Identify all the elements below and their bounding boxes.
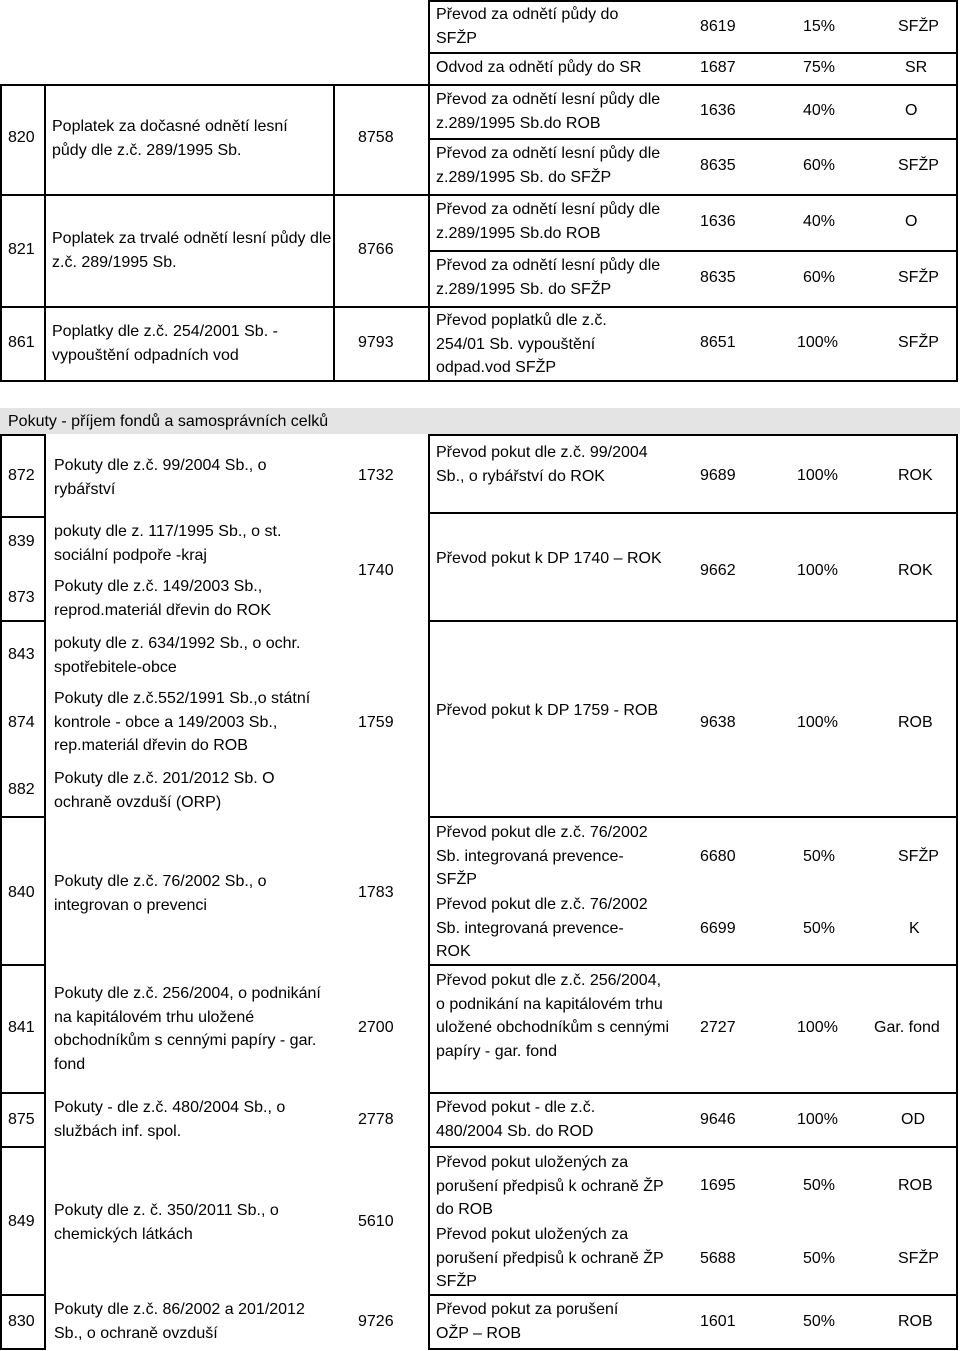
ucet-820-a: 1636 xyxy=(700,102,736,119)
prevod-849-b: Převod pokut uložených za porušení předpisů k ochraně ŽP SFŽP xyxy=(436,1226,664,1290)
odvod-label: Odvod za odnětí půdy do SR xyxy=(436,59,642,76)
prijemce-872: ROK xyxy=(898,467,933,484)
polozka-840: 840 xyxy=(8,884,35,901)
zdroj-820: 8758 xyxy=(358,129,394,146)
polozka-843: 843 xyxy=(8,646,35,663)
prevod-861: Převod poplatků dle z.č. 254/01 Sb. vypouštění odpad.vod SFŽP xyxy=(436,312,607,376)
nazev-821: Poplatek za trvalé odnětí lesní půdy dle z.č. 289/1995 Sb. xyxy=(52,230,332,271)
podil-841: 100% xyxy=(797,1019,838,1036)
podil-849-b: 50% xyxy=(803,1250,836,1267)
ucet-821-b: 8635 xyxy=(700,269,736,286)
podil-840-a: 50% xyxy=(803,848,836,865)
ucet-1759: 9638 xyxy=(700,714,736,731)
zdroj-821: 8766 xyxy=(358,241,394,258)
polozka-820: 820 xyxy=(8,129,35,146)
prevod-840-b: Převod pokut dle z.č. 76/2002 Sb. integrovaná prevence-ROK xyxy=(436,896,648,960)
ucet-875: 9646 xyxy=(700,1111,736,1128)
prevod-820-b: Převod za odnětí lesní půdy dle z.289/1995 Sb. do SFŽP xyxy=(436,145,661,186)
ucet-820-b: 8635 xyxy=(700,157,736,174)
zdroj-872: 1732 xyxy=(358,467,394,484)
polozka-830: 830 xyxy=(8,1313,35,1330)
odvod-prijemce: SR xyxy=(905,59,928,76)
polozka-839: 839 xyxy=(8,533,35,550)
zdroj-849: 5610 xyxy=(358,1213,394,1230)
ucet-830: 1601 xyxy=(700,1313,736,1330)
nazev-849: Pokuty dle z. č. 350/2011 Sb., o chemických látkách xyxy=(54,1202,279,1243)
nazev-861: Poplatky dle z.č. 254/2001 Sb. - vypouštění odpadních vod xyxy=(52,323,278,364)
ucet-872: 9689 xyxy=(700,467,736,484)
nazev-839: pokuty dle z. 117/1995 Sb., o st. sociální podpoře -kraj xyxy=(54,523,282,564)
prijemce-841: Gar. fond xyxy=(874,1019,940,1036)
nazev-875: Pokuty - dle z.č. 480/2004 Sb., o službách inf. spol. xyxy=(54,1099,286,1140)
podil-872: 100% xyxy=(797,467,838,484)
nazev-840: Pokuty dle z.č. 76/2002 Sb., o integrovan o prevenci xyxy=(54,873,267,914)
polozka-861: 861 xyxy=(8,334,35,351)
zdroj-841: 2700 xyxy=(358,1019,394,1036)
zdroj-861: 9793 xyxy=(358,334,394,351)
podil-830: 50% xyxy=(803,1313,836,1330)
zdroj-1740: 1740 xyxy=(358,562,394,579)
prijemce-821-b: SFŽP xyxy=(898,269,939,286)
prijemce-1740: ROK xyxy=(898,562,933,579)
prevod-830: Převod pokut za porušení OŽP – ROB xyxy=(436,1301,619,1342)
nazev-843: pokuty dle z. 634/1992 Sb., o ochr. spotřebitele-obce xyxy=(54,635,301,676)
ucet-1740: 9662 xyxy=(700,562,736,579)
ucet-821-a: 1636 xyxy=(700,213,736,230)
prijemce-1759: ROB xyxy=(898,714,933,731)
prijemce-849-b: SFŽP xyxy=(898,1250,939,1267)
ucet-849-a: 1695 xyxy=(700,1177,736,1194)
zdroj-830: 9726 xyxy=(358,1313,394,1330)
podil-1759: 100% xyxy=(797,714,838,731)
ucet-841: 2727 xyxy=(700,1019,736,1036)
prevod-1740: Převod pokut k DP 1740 – ROK xyxy=(436,550,662,567)
podil-840-b: 50% xyxy=(803,920,836,937)
prevod-840-a: Převod pokut dle z.č. 76/2002 Sb. integrovaná prevence-SFŽP xyxy=(436,824,648,888)
prevod-1759: Převod pokut k DP 1759 - ROB xyxy=(436,702,659,719)
prevod-pudy-label: Převod za odnětí půdy do SFŽP xyxy=(436,6,619,47)
nazev-820: Poplatek za dočasné odnětí lesní půdy dle z.č. 289/1995 Sb. xyxy=(52,118,288,159)
prijemce-820-b: SFŽP xyxy=(898,157,939,174)
ucet-849-b: 5688 xyxy=(700,1250,736,1267)
ucet-840-a: 6680 xyxy=(700,848,736,865)
prevod-820-a: Převod za odnětí lesní půdy dle z.289/1995 Sb.do ROB xyxy=(436,91,661,132)
zdroj-840: 1783 xyxy=(358,884,394,901)
podil-875: 100% xyxy=(797,1111,838,1128)
prijemce-830: ROB xyxy=(898,1313,933,1330)
podil-821-b: 60% xyxy=(803,269,836,286)
prevod-pudy-podil: 15% xyxy=(803,18,836,35)
prevod-872: Převod pokut dle z.č. 99/2004 Sb., o rybářství do ROK xyxy=(436,444,648,485)
nazev-874: Pokuty dle z.č.552/1991 Sb.,o státní kontrole - obce a 149/2003 Sb., rep.materiál dřevin do ROB xyxy=(54,690,311,754)
podil-1740: 100% xyxy=(797,562,838,579)
odvod-ucet: 1687 xyxy=(700,59,736,76)
nazev-882: Pokuty dle z.č. 201/2012 Sb. O ochraně ovzduší (ORP) xyxy=(54,770,275,811)
polozka-821: 821 xyxy=(8,241,35,258)
ucet-861: 8651 xyxy=(700,334,736,351)
prevod-875: Převod pokut - dle z.č. 480/2004 Sb. do ROD xyxy=(436,1099,596,1140)
nazev-841: Pokuty dle z.č. 256/2004, o podnikání na kapitálovém trhu uložené obchodníkům s cennými papíry - gar. fond xyxy=(54,985,321,1073)
nazev-830: Pokuty dle z.č. 86/2002 a 201/2012 Sb., o ochraně ovzduší xyxy=(54,1301,305,1342)
prijemce-861: SFŽP xyxy=(898,334,939,351)
podil-820-b: 60% xyxy=(803,157,836,174)
prijemce-849-a: ROB xyxy=(898,1177,933,1194)
prevod-841: Převod pokut dle z.č. 256/2004, o podnikání na kapitálovém trhu uložené obchodníkům s cennými papíry - gar. fond xyxy=(436,972,670,1060)
polozka-875: 875 xyxy=(8,1111,35,1128)
polozka-849: 849 xyxy=(8,1213,35,1230)
prijemce-840-b: K xyxy=(909,920,920,937)
polozka-872: 872 xyxy=(8,467,35,484)
zdroj-875: 2778 xyxy=(358,1111,394,1128)
prevod-849-a: Převod pokut uložených za porušení předpisů k ochraně ŽP do ROB xyxy=(436,1154,664,1218)
prevod-821-b: Převod za odnětí lesní půdy dle z.289/1995 Sb. do SFŽP xyxy=(436,257,661,298)
odvod-podil: 75% xyxy=(803,59,836,76)
prevod-pudy-ucet: 8619 xyxy=(700,18,736,35)
nazev-872: Pokuty dle z.č. 99/2004 Sb., o rybářství xyxy=(54,457,267,498)
ucet-840-b: 6699 xyxy=(700,920,736,937)
prijemce-875: OD xyxy=(901,1111,925,1128)
prijemce-820-a: O xyxy=(905,102,918,119)
prevod-pudy-prijemce: SFŽP xyxy=(898,18,939,35)
podil-820-a: 40% xyxy=(803,102,836,119)
polozka-841: 841 xyxy=(8,1019,35,1036)
polozka-874: 874 xyxy=(8,714,35,731)
podil-861: 100% xyxy=(797,334,838,351)
zdroj-1759: 1759 xyxy=(358,714,394,731)
prijemce-840-a: SFŽP xyxy=(898,848,939,865)
polozka-873: 873 xyxy=(8,589,35,606)
polozka-882: 882 xyxy=(8,781,35,798)
podil-821-a: 40% xyxy=(803,213,836,230)
section-title: Pokuty - příjem fondů a samosprávních celků xyxy=(8,413,329,430)
podil-849-a: 50% xyxy=(803,1177,836,1194)
prevod-821-a: Převod za odnětí lesní půdy dle z.289/1995 Sb.do ROB xyxy=(436,201,661,242)
prijemce-821-a: O xyxy=(905,213,918,230)
nazev-873: Pokuty dle z.č. 149/2003 Sb., reprod.materiál dřevin do ROK xyxy=(54,578,271,619)
